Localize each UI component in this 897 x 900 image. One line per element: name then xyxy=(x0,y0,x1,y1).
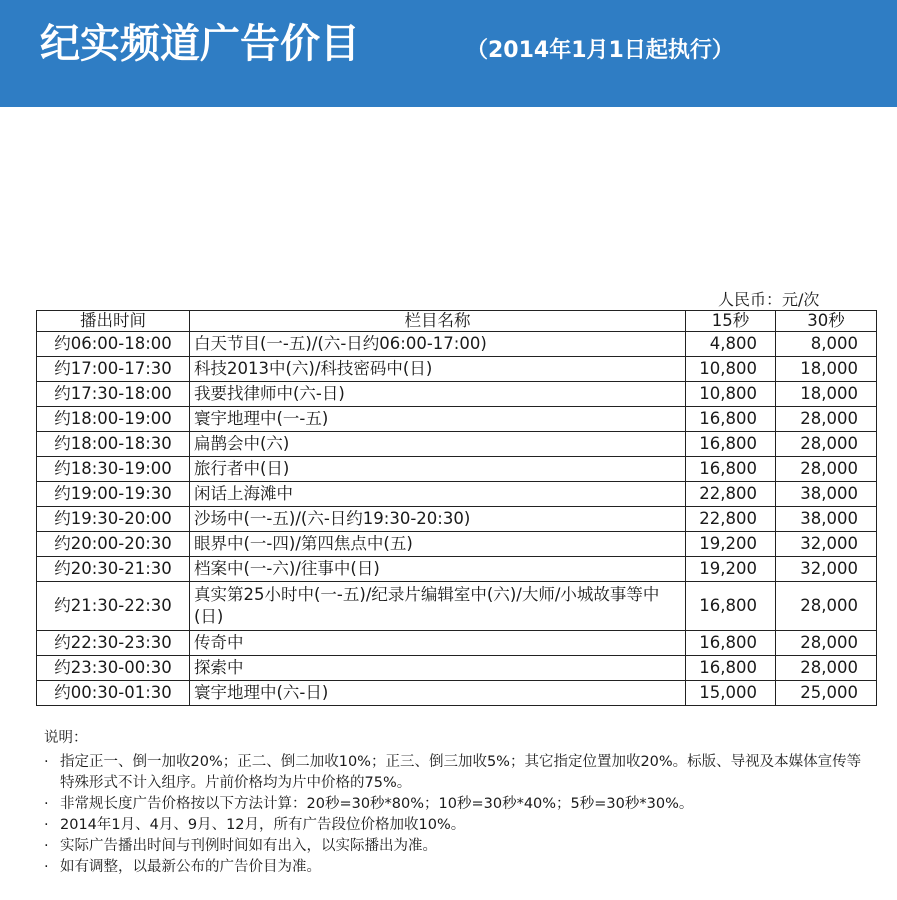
time-cell: 约17:30-18:00 xyxy=(37,382,190,407)
table-row xyxy=(37,357,877,382)
price-30s-cell: 18,000 xyxy=(776,357,877,382)
notes-section xyxy=(44,728,874,878)
table-row xyxy=(37,656,877,681)
program-cell: 探索中 xyxy=(190,656,686,681)
program-cell: 科技2013中(六)/科技密码中(日) xyxy=(190,357,686,382)
note-text: 实际广告播出时间与刊例时间如有出入，以实际播出为准。 xyxy=(60,838,437,854)
column-header-time: 播出时间 xyxy=(37,311,190,332)
header-banner xyxy=(0,0,897,107)
note-item xyxy=(44,836,874,857)
price-15s-cell: 16,800 xyxy=(686,656,776,681)
time-cell: 约20:30-21:30 xyxy=(37,557,190,582)
table-row xyxy=(37,582,877,631)
table-row xyxy=(37,681,877,706)
notes-title: 说明： xyxy=(44,730,88,746)
page-title: 纪实频道广告价目 xyxy=(40,21,360,67)
table-row xyxy=(37,407,877,432)
program-cell: 沙场中(一-五)/(六-日约19:30-20:30) xyxy=(190,507,686,532)
column-header-15s: 15秒 xyxy=(686,311,776,332)
time-cell: 约19:00-19:30 xyxy=(37,482,190,507)
time-cell: 约18:30-19:00 xyxy=(37,457,190,482)
note-text: 如有调整，以最新公布的广告价目为准。 xyxy=(60,859,321,875)
program-cell: 扁鹊会中(六) xyxy=(190,432,686,457)
time-cell: 约06:00-18:00 xyxy=(37,332,190,357)
page-subtitle: （2014年1月1日起执行） xyxy=(466,38,734,63)
time-cell: 约00:30-01:30 xyxy=(37,681,190,706)
price-30s-cell: 18,000 xyxy=(776,382,877,407)
price-30s-cell: 38,000 xyxy=(776,482,877,507)
time-cell: 约21:30-22:30 xyxy=(37,582,190,631)
price-15s-cell: 4,800 xyxy=(686,332,776,357)
price-30s-cell: 32,000 xyxy=(776,557,877,582)
table-row xyxy=(37,332,877,357)
table-row xyxy=(37,507,877,532)
note-item xyxy=(44,815,874,836)
time-cell: 约18:00-18:30 xyxy=(37,432,190,457)
price-15s-cell: 15,000 xyxy=(686,681,776,706)
note-item xyxy=(44,794,874,815)
program-cell: 旅行者中(日) xyxy=(190,457,686,482)
price-15s-cell: 22,800 xyxy=(686,507,776,532)
price-30s-cell: 25,000 xyxy=(776,681,877,706)
program-cell: 我要找律师中(六-日) xyxy=(190,382,686,407)
price-15s-cell: 10,800 xyxy=(686,382,776,407)
time-cell: 约18:00-19:00 xyxy=(37,407,190,432)
note-text: 非常规长度广告价格按以下方法计算：20秒=30秒*80%；10秒=30秒*40%；5秒=30秒*30%。 xyxy=(60,796,694,812)
currency-unit: 人民币：元/次 xyxy=(718,290,820,309)
table-row xyxy=(37,631,877,656)
note-item xyxy=(44,857,874,878)
table-row xyxy=(37,457,877,482)
time-cell: 约22:30-23:30 xyxy=(37,631,190,656)
program-cell: 传奇中 xyxy=(190,631,686,656)
price-30s-cell: 32,000 xyxy=(776,532,877,557)
note-text: 指定正一、倒一加收20%；正二、倒二加收10%；正三、倒三加收5%；其它指定位置加收20%。标版、导视及本媒体宣传等特殊形式不计入组序。片前价格均为片中价格的75%。 xyxy=(60,754,862,791)
price-30s-cell: 28,000 xyxy=(776,432,877,457)
bullet-icon: · xyxy=(44,754,49,770)
price-15s-cell: 10,800 xyxy=(686,357,776,382)
bullet-icon: · xyxy=(44,838,49,854)
price-30s-cell: 8,000 xyxy=(776,332,877,357)
column-header-program: 栏目名称 xyxy=(190,311,686,332)
price-15s-cell: 19,200 xyxy=(686,557,776,582)
bullet-icon: · xyxy=(44,859,49,875)
price-30s-cell: 28,000 xyxy=(776,457,877,482)
price-15s-cell: 16,800 xyxy=(686,407,776,432)
note-text: 2014年1月、4月、9月、12月，所有广告段位价格加收10%。 xyxy=(60,817,466,833)
program-cell: 寰宇地理中(一-五) xyxy=(190,407,686,432)
program-cell: 眼界中(一-四)/第四焦点中(五) xyxy=(190,532,686,557)
program-cell: 真实第25小时中(一-五)/纪录片编辑室中(六)/大师/小城故事等中(日) xyxy=(190,582,686,631)
price-30s-cell: 28,000 xyxy=(776,582,877,631)
note-item xyxy=(44,752,874,794)
table-row xyxy=(37,532,877,557)
program-cell: 档案中(一-六)/往事中(日) xyxy=(190,557,686,582)
program-cell: 寰宇地理中(六-日) xyxy=(190,681,686,706)
price-15s-cell: 16,800 xyxy=(686,432,776,457)
bullet-icon: · xyxy=(44,796,49,812)
table-row xyxy=(37,382,877,407)
column-header-30s: 30秒 xyxy=(776,311,877,332)
table-row xyxy=(37,557,877,582)
table-row xyxy=(37,432,877,457)
time-cell: 约19:30-20:00 xyxy=(37,507,190,532)
price-30s-cell: 28,000 xyxy=(776,631,877,656)
rate-table xyxy=(36,310,877,706)
price-30s-cell: 28,000 xyxy=(776,407,877,432)
program-cell: 闲话上海滩中 xyxy=(190,482,686,507)
price-30s-cell: 28,000 xyxy=(776,656,877,681)
price-15s-cell: 16,800 xyxy=(686,457,776,482)
price-30s-cell: 38,000 xyxy=(776,507,877,532)
bullet-icon: · xyxy=(44,817,49,833)
table-header-row xyxy=(37,311,877,332)
time-cell: 约17:00-17:30 xyxy=(37,357,190,382)
price-15s-cell: 22,800 xyxy=(686,482,776,507)
price-15s-cell: 16,800 xyxy=(686,582,776,631)
price-15s-cell: 19,200 xyxy=(686,532,776,557)
time-cell: 约23:30-00:30 xyxy=(37,656,190,681)
price-15s-cell: 16,800 xyxy=(686,631,776,656)
table-row xyxy=(37,482,877,507)
program-cell: 白天节目(一-五)/(六-日约06:00-17:00) xyxy=(190,332,686,357)
time-cell: 约20:00-20:30 xyxy=(37,532,190,557)
